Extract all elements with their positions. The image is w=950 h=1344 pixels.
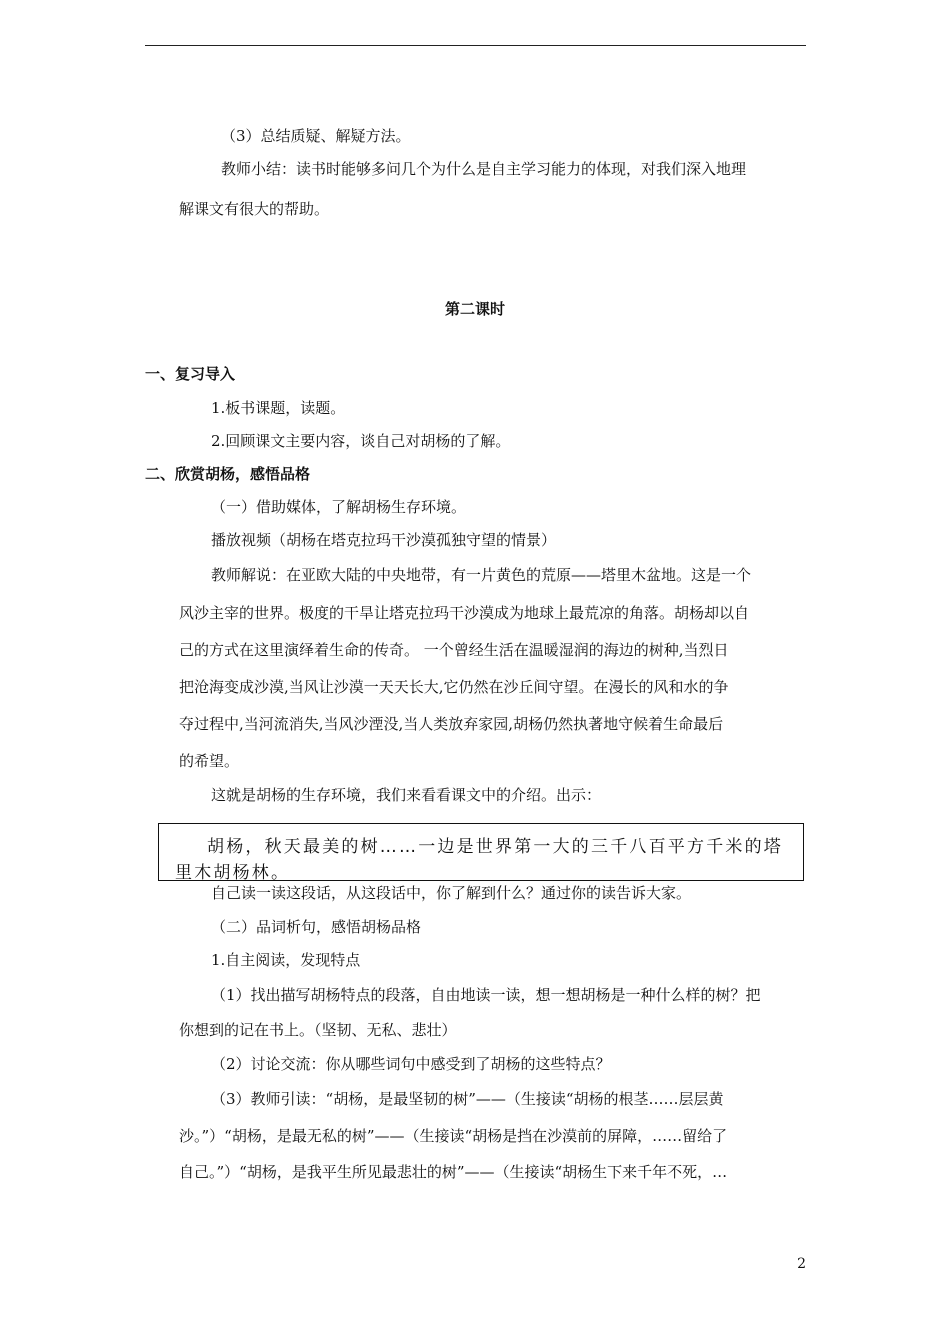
section1-heading: 一、复习导入 <box>145 365 236 383</box>
section2-line-8: 的希望。 <box>179 752 240 770</box>
intro-line-2: 教师小结：读书时能够多问几个为什么是自主学习能力的体现，对我们深入地理 <box>221 160 747 178</box>
after-quote-line-3: 1.自主阅读，发现特点 <box>211 951 361 969</box>
after-quote-line-2: （二）品词析句，感悟胡杨品格 <box>211 918 422 936</box>
section2-line-2: 播放视频（胡杨在塔克拉玛干沙漠孤独守望的情景） <box>211 531 557 549</box>
section2-line-9: 这就是胡杨的生存环境，我们来看看课文中的介绍。出示： <box>211 786 602 804</box>
section2-heading: 二、欣赏胡杨，感悟品格 <box>145 465 311 483</box>
after-quote-line-1: 自己读一读这段话，从这段话中，你了解到什么？通过你的读告诉大家。 <box>211 884 692 902</box>
section1-item-2: 2.回顾课文主要内容，谈自己对胡杨的了解。 <box>211 432 511 450</box>
after-quote-line-7: （3）教师引读：“胡杨，是最坚韧的树”——（生接读“胡杨的根茎……层层黄 <box>211 1090 724 1108</box>
after-quote-line-5: 你想到的记在书上。（坚韧、无私、悲壮） <box>179 1021 457 1039</box>
after-quote-line-4: （1）找出描写胡杨特点的段落，自由地读一读，想一想胡杨是一种什么样的树？把 <box>211 986 761 1004</box>
intro-line-1: （3）总结质疑、解疑方法。 <box>221 127 411 145</box>
section2-line-5: 己的方式在这里演绎着生命的传奇。 一个曾经生活在温暖湿润的海边的树种,当烈日 <box>179 641 729 659</box>
after-quote-line-9: 自己。”）“胡杨，是我平生所见最悲壮的树”——（生接读“胡杨生下来千年不死，… <box>179 1163 728 1181</box>
section2-line-1: （一）借助媒体，了解胡杨生存环境。 <box>211 498 467 516</box>
after-quote-line-8: 沙。”）“胡杨，是最无私的树”——（生接读“胡杨是挡在沙漠前的屏障，……留给了 <box>179 1127 728 1145</box>
section2-line-3: 教师解说：在亚欧大陆的中央地带，有一片黄色的荒原——塔里木盆地。这是一个 <box>211 566 752 584</box>
section2-line-4: 风沙主宰的世界。极度的干旱让塔克拉玛干沙漠成为地球上最荒凉的角落。胡杨却以自 <box>179 604 750 622</box>
section2-line-6: 把沧海变成沙漠,当风让沙漠一天天长大,它仍然在沙丘间守望。在漫长的风和水的争 <box>179 678 729 696</box>
section2-line-7: 夺过程中,当河流消失,当风沙湮没,当人类放弃家园,胡杨仍然执著地守候着生命最后 <box>179 715 724 733</box>
after-quote-line-6: （2）讨论交流：你从哪些词句中感受到了胡杨的这些特点？ <box>211 1055 611 1073</box>
quote-line-1: 胡杨，秋天最美的树……一边是世界第一大的三千八百平方千米的塔 <box>207 837 783 857</box>
quote-line-2: 里木胡杨林。 <box>175 863 291 883</box>
section1-item-1: 1.板书课题，读题。 <box>211 399 346 417</box>
header-rule <box>145 45 806 46</box>
lesson-title: 第二课时 <box>444 300 505 318</box>
intro-line-3: 解课文有很大的帮助。 <box>179 200 330 218</box>
page-number: 2 <box>797 1256 806 1272</box>
